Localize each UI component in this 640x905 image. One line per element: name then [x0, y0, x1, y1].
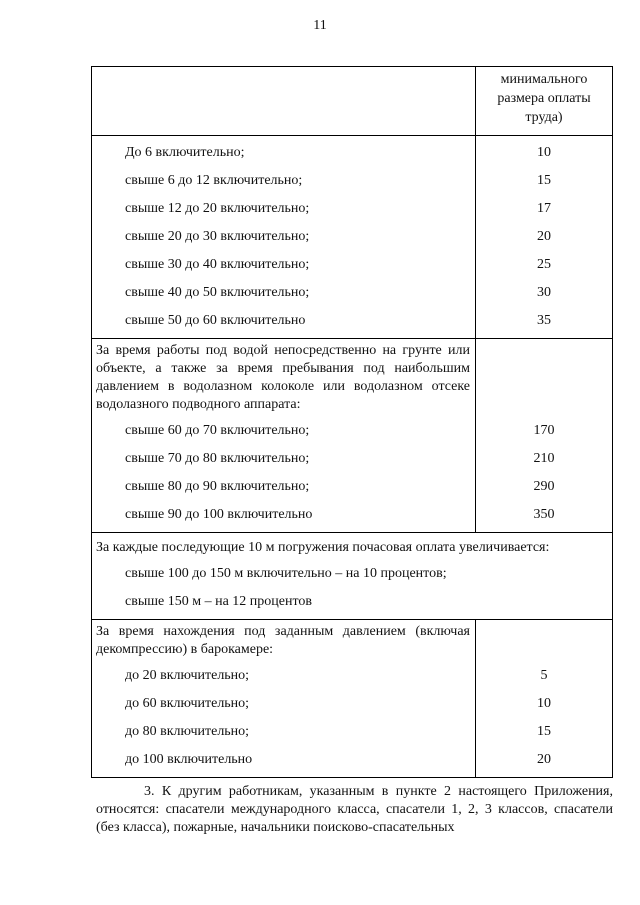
table-row-value: 290: [533, 479, 555, 494]
section3-cell: [92, 533, 613, 620]
table-row-value: 5: [540, 668, 548, 683]
section2-row: [92, 339, 613, 533]
table-row-value: 20: [537, 752, 551, 767]
paragraph-text: К другим работникам, указанным в пункте 2 настоящего Приложения, относятся: спасатели международного класса, спасатели 1, 2, 3 классов, спасатели (без класса), пожарные, начальники поисково-спасательных: [96, 784, 613, 835]
section3-row: [92, 533, 613, 620]
section1-row: [92, 136, 613, 339]
pay-rate-table: [91, 66, 613, 778]
section4-labels: [92, 620, 476, 778]
table-row-value: 25: [537, 257, 551, 272]
table-row-value: 15: [537, 173, 551, 188]
section2-values: [476, 339, 613, 533]
table-header-row: [92, 67, 613, 136]
table-row-label: свыше 30 до 40 включительно;: [125, 257, 310, 272]
table-row-value: 10: [537, 696, 551, 711]
table-row-label: свыше 12 до 20 включительно;: [125, 201, 310, 216]
table-row-value: 350: [533, 507, 555, 522]
section2-labels: [92, 339, 476, 533]
section3-title: За каждые последующие 10 м погружения почасовая оплата увеличивается:: [96, 540, 550, 555]
table-row-label: До 6 включительно;: [125, 145, 245, 160]
table-row-label: свыше 80 до 90 включительно;: [125, 479, 310, 494]
section4-row: [92, 620, 613, 778]
paragraph-number: 3.: [144, 784, 155, 799]
section2-title: За время работы под водой непосредственно на грунте или объекте, а также за время пребывания под наибольшим давлением в водолазном колоколе или водолазном отсеке водолазного подводного аппарата:: [96, 343, 470, 412]
table-row-value: 210: [533, 451, 555, 466]
table-row-label: свыше 60 до 70 включительно;: [125, 423, 310, 438]
footer-paragraph: [96, 783, 613, 837]
table-row-label: до 100 включительно: [125, 752, 253, 767]
table-row-label: свыше 50 до 60 включительно: [125, 313, 306, 328]
section3-line: свыше 150 м – на 12 процентов: [125, 594, 313, 609]
table-row-label: свыше 40 до 50 включительно;: [125, 285, 310, 300]
table-row-label: свыше 6 до 12 включительно;: [125, 173, 303, 188]
section4-values: [476, 620, 613, 778]
header-right-cell: [476, 67, 613, 136]
table-row-value: 15: [537, 724, 551, 739]
table-row-value: 10: [537, 145, 551, 160]
table-row-label: свыше 20 до 30 включительно;: [125, 229, 310, 244]
table-row-value: 17: [537, 201, 551, 216]
table-row-label: свыше 90 до 100 включительно: [125, 507, 313, 522]
table-row-label: до 80 включительно;: [125, 724, 250, 739]
section1-values: [476, 136, 613, 339]
table-row-value: 35: [537, 313, 551, 328]
value-column-header: минимального размера оплаты труда): [497, 72, 591, 125]
table-row-label: свыше 70 до 80 включительно;: [125, 451, 310, 466]
page-number: 11: [313, 18, 327, 33]
table-row-value: 30: [537, 285, 551, 300]
header-left-cell: [92, 67, 476, 136]
table-row-label: до 60 включительно;: [125, 696, 250, 711]
table-row-value: 170: [533, 423, 555, 438]
section3-line: свыше 100 до 150 м включительно – на 10 процентов;: [125, 566, 447, 581]
section1-labels: [92, 136, 476, 339]
section4-title: За время нахождения под заданным давлением (включая декомпрессию) в барокамере:: [96, 624, 470, 657]
table-row-label: до 20 включительно;: [125, 668, 250, 683]
table-row-value: 20: [537, 229, 551, 244]
